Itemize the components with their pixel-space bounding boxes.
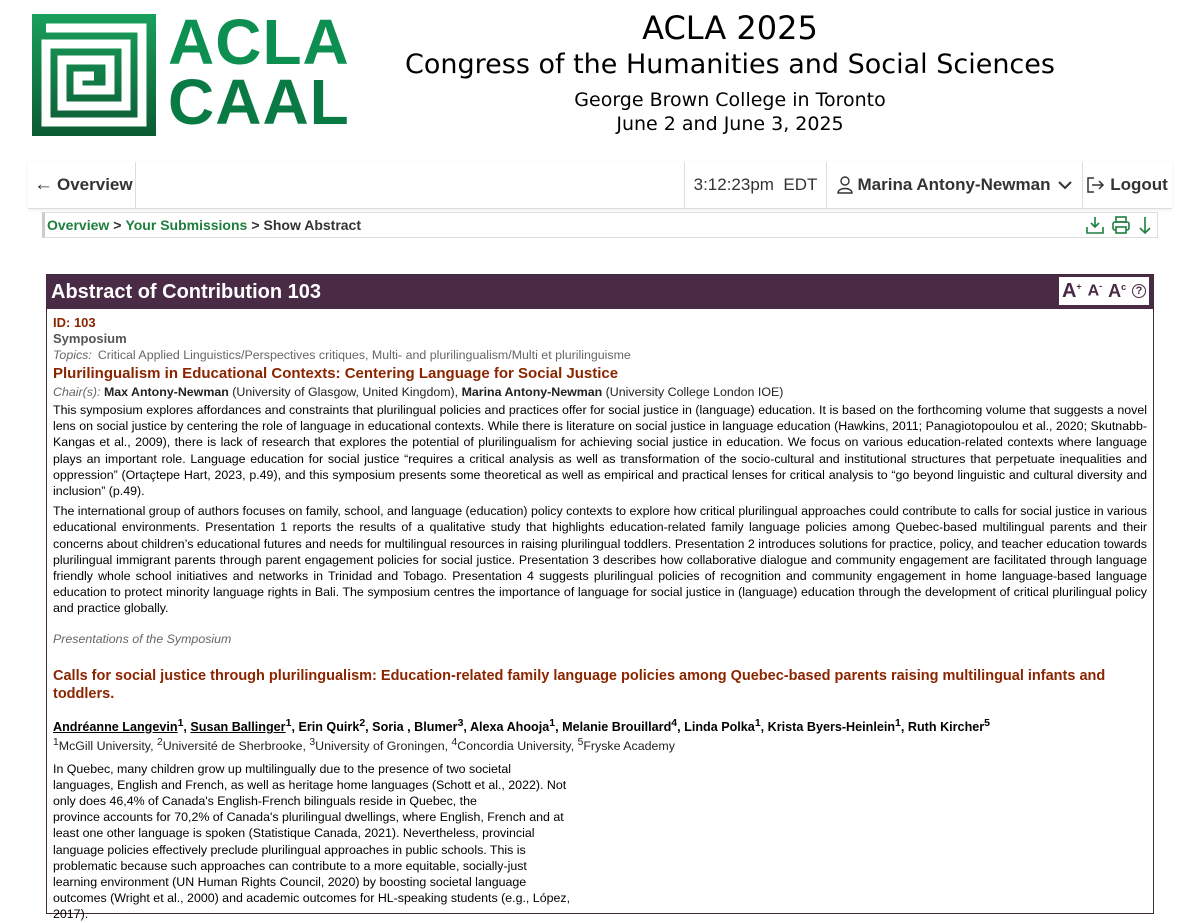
affiliation-index: 2	[156, 737, 163, 749]
arrow-left-icon: ←	[34, 174, 53, 195]
abstract-line: problematic because such approaches can contribute to a more equitable, socially-just	[53, 858, 527, 873]
affiliation-name: University of Groningen	[315, 739, 445, 754]
author-affiliation-index: 2	[359, 716, 366, 729]
chair-1-affiliation: (University of Glasgow, United Kingdom),	[228, 384, 462, 399]
author-affiliation-index: 4	[671, 716, 678, 729]
time-label: 3:12:23pm EDT	[693, 175, 818, 194]
logo-line-1: ACLA	[168, 6, 350, 78]
logout-icon	[1087, 177, 1105, 193]
breadcrumb-separator: >	[251, 217, 260, 233]
author-affiliation-index: 1	[177, 716, 184, 729]
affiliation-index: 1	[53, 737, 59, 749]
breadcrumb-submissions-link[interactable]: Your Submissions	[125, 217, 248, 233]
abstract-line: only does 46,4% of Canada's English-French bilinguals reside in Quebec, the	[53, 793, 477, 808]
abstract-line: In Quebec, many children grow up multilingually due to the presence of two societal	[53, 761, 512, 776]
font-size-controls	[1059, 277, 1149, 305]
symposium-title: Plurilingualism in Educational Contexts: Centering Language for Social Justice	[53, 364, 619, 382]
logo-line-2: CAAL	[168, 66, 350, 138]
author-name: Soria , Blumer	[372, 720, 458, 735]
conference-title: ACLA 2025	[642, 9, 818, 47]
affiliation-name: Concordia University	[457, 739, 571, 754]
author-affiliation-index: 1	[285, 716, 292, 729]
topics-label: Topics:	[53, 348, 92, 363]
affiliation-name: Fryske Academy	[583, 739, 675, 754]
contribution-id: ID: 103	[53, 315, 96, 330]
breadcrumb-tools	[1085, 215, 1153, 235]
topics-value: Critical Applied Linguistics/Perspectives critiques, Multi- and plurilingualism/Multi et plurilinguisme	[97, 348, 631, 363]
affiliation-index: 4	[451, 737, 458, 749]
font-reset-icon[interactable]: $A^c$	[1108, 280, 1127, 301]
author-name: Alexa Ahooja	[469, 720, 550, 735]
page-header	[0, 0, 1200, 160]
font-decrease-icon[interactable]: A-	[1087, 281, 1103, 300]
author-name[interactable]: Susan Ballinger	[190, 720, 286, 735]
abstract-paragraph-2: The international group of authors focuses on family, school, and language (education) policy contexts to explore how critical plurilingual approaches could contribute to calls for social justice in various educational environments. Presentation 1 reports the results of a qualitative study that highlights education-related family language policies among Quebec-based multilingual parents and their concerns about children’s educational futures and needs for multilingual resources in raising plurilingual toddlers. Presentation 2 introduces solutions for practice, policy, and teacher education towards plurilingual immigrant parents through parent engagement policies for social justice. Presentation 3 describes how collaborative dialogue and community engagement are facilitated through language friendly whole school initiatives and networks in Trinidad and Tobago. Presentation 4 suggests plurilingual policies of recognition and community engagement in home language-based language education to protect minority language rights in Bali. The symposium centres the importance of language for social justice in (language) education through the development of critical plurilingual policy and practice globally.	[53, 504, 1147, 616]
conference-subtitle: Congress of the Humanities and Social Sciences	[405, 49, 1055, 80]
abstract-line: province accounts for 70,2% of Canada's plurilingual dwellings, where English, French and at	[53, 810, 564, 825]
logout-label: Logout	[1110, 175, 1168, 194]
presentation-1-affiliations: $^1$McGill University, $^2$Université de Sherbrooke, $^3$University of Groningen, $^4$Concordia University, $^5$Fryske Academy	[53, 737, 675, 754]
user-menu-button[interactable]	[826, 162, 1082, 208]
user-name: Marina Antony-Newman	[857, 175, 1051, 194]
presentation-1-authors: Andréanne Langevin$^1$, Susan Ballinger$^1$, Erin Quirk$^2$, Soria , Blumer$^3$, Alexa Ahooja$^1$, Melanie Brouillard$^4$, Linda Polka$^1$, Krista Byers-Heinlein$^1$, Ruth Kircher$^5$	[53, 716, 991, 735]
overview-label: Overview	[57, 175, 133, 194]
chairs-line	[53, 384, 1147, 400]
conference-dates: June 2 and June 3, 2025	[616, 113, 844, 135]
breadcrumb-separator: >	[113, 217, 122, 233]
chair-2-name: Marina Antony-Newman	[461, 384, 603, 399]
presentation-1-abstract	[53, 761, 605, 923]
topics-line	[53, 347, 1147, 363]
abstract-panel	[46, 274, 1154, 922]
affiliation-name: McGill University	[58, 739, 151, 754]
help-icon[interactable]: ?	[1132, 284, 1146, 298]
acla-caal-logo[interactable]	[32, 6, 350, 138]
affiliation-name: Université de Sherbrooke	[162, 739, 303, 754]
abstract-line: outcomes (Wright et al., 2000) and academic outcomes for HL-speaking students (e.g., López,	[53, 891, 571, 906]
abstract-header	[47, 275, 1153, 309]
logo-text	[168, 6, 350, 138]
conference-venue: George Brown College in Toronto	[574, 89, 886, 111]
contribution-type: Symposium	[53, 331, 127, 347]
author-name: Erin Quirk	[298, 720, 360, 735]
abstract-heading: Abstract of Contribution 103	[51, 280, 322, 303]
conference-info	[380, 8, 1080, 136]
author-affiliation-index: 3	[457, 716, 464, 729]
breadcrumb-current: Show Abstract	[263, 217, 362, 233]
author-name: Melanie Brouillard	[562, 720, 672, 735]
current-time	[684, 162, 826, 208]
presentations-label: Presentations of the Symposium	[53, 631, 232, 646]
chair-2-affiliation: (University College London IOE)	[602, 384, 784, 399]
presentation-1-title: Calls for social justice through plurilingualism: Education-related family language policies among Quebec-based parents raising multilingual infants and toddlers.	[53, 667, 1106, 702]
abstract-paragraph-1: This symposium explores affordances and constraints that plurilingual policies and practices offer for social justice in (language) education. It is based on the forthcoming volume that suggests a novel lens on social justice by centering the role of language in educational contexts. While there is literature on social justice in language education (Hawkins, 2011; Panagiotopoulou et al., 2020; Skutnabb-Kangas et al., 2009), there is lack of research that explores the potential of plurilingualism for achieving social justice in education. We focus on various education-related contexts where language plays an important role. Language education for social justice “requires a critical analysis as well as transformation of the socio-cultural and institutional structures that perpetuate inequalities and oppression” (Ortaçtepe Hart, 2023, p.49), and this symposium presents some theoretical as well as empirical and practical lenses for critical analysis to “go beyond linguistic and cultural diversity and inclusion” (p.49).	[53, 403, 1147, 499]
abstract-line: least one other language is spoken (Statistique Canada, 2021). Nevertheless, provincial	[53, 826, 535, 841]
author-affiliation-index: 1	[895, 716, 901, 729]
breadcrumb	[42, 212, 1158, 238]
abstract-line: 2017).	[53, 907, 89, 922]
print-icon[interactable]	[1111, 215, 1131, 235]
author-name: Linda Polka	[684, 720, 755, 735]
chairs-label: Chair(s):	[53, 384, 101, 399]
logo-spiral-icon	[32, 14, 156, 136]
breadcrumb-overview-link[interactable]: Overview	[47, 217, 110, 233]
user-icon	[837, 176, 853, 194]
abstract-line: language policies effectively preclude plurilingual approaches in public schools. This is	[53, 842, 526, 857]
chair-1-name: Max Antony-Newman	[103, 384, 229, 399]
top-navbar	[28, 162, 1172, 209]
download-icon[interactable]	[1085, 215, 1105, 235]
logout-button[interactable]	[1082, 162, 1172, 208]
affiliation-index: 5	[577, 737, 584, 749]
font-increase-icon[interactable]: A+	[1061, 279, 1082, 302]
overview-nav-button[interactable]	[28, 162, 136, 208]
chevron-down-icon	[1058, 180, 1072, 190]
author-name: Krista Byers-Heinlein	[767, 720, 896, 735]
arrow-down-icon[interactable]	[1137, 215, 1153, 235]
abstract-body	[47, 309, 1153, 923]
author-affiliation-index: 5	[984, 716, 991, 729]
abstract-line: learning environment (UN Human Rights Council, 2020) by boosting societal language	[53, 875, 527, 889]
author-affiliation-index: 1	[549, 716, 556, 729]
affiliation-index: 3	[309, 737, 316, 749]
author-name: Ruth Kircher	[907, 720, 985, 735]
abstract-line: languages, English and French, as well as heritage home languages (Schott et al., 2022). Not	[53, 777, 567, 792]
author-affiliation-index: 1	[754, 716, 761, 729]
author-name[interactable]: Andréanne Langevin	[53, 720, 178, 735]
